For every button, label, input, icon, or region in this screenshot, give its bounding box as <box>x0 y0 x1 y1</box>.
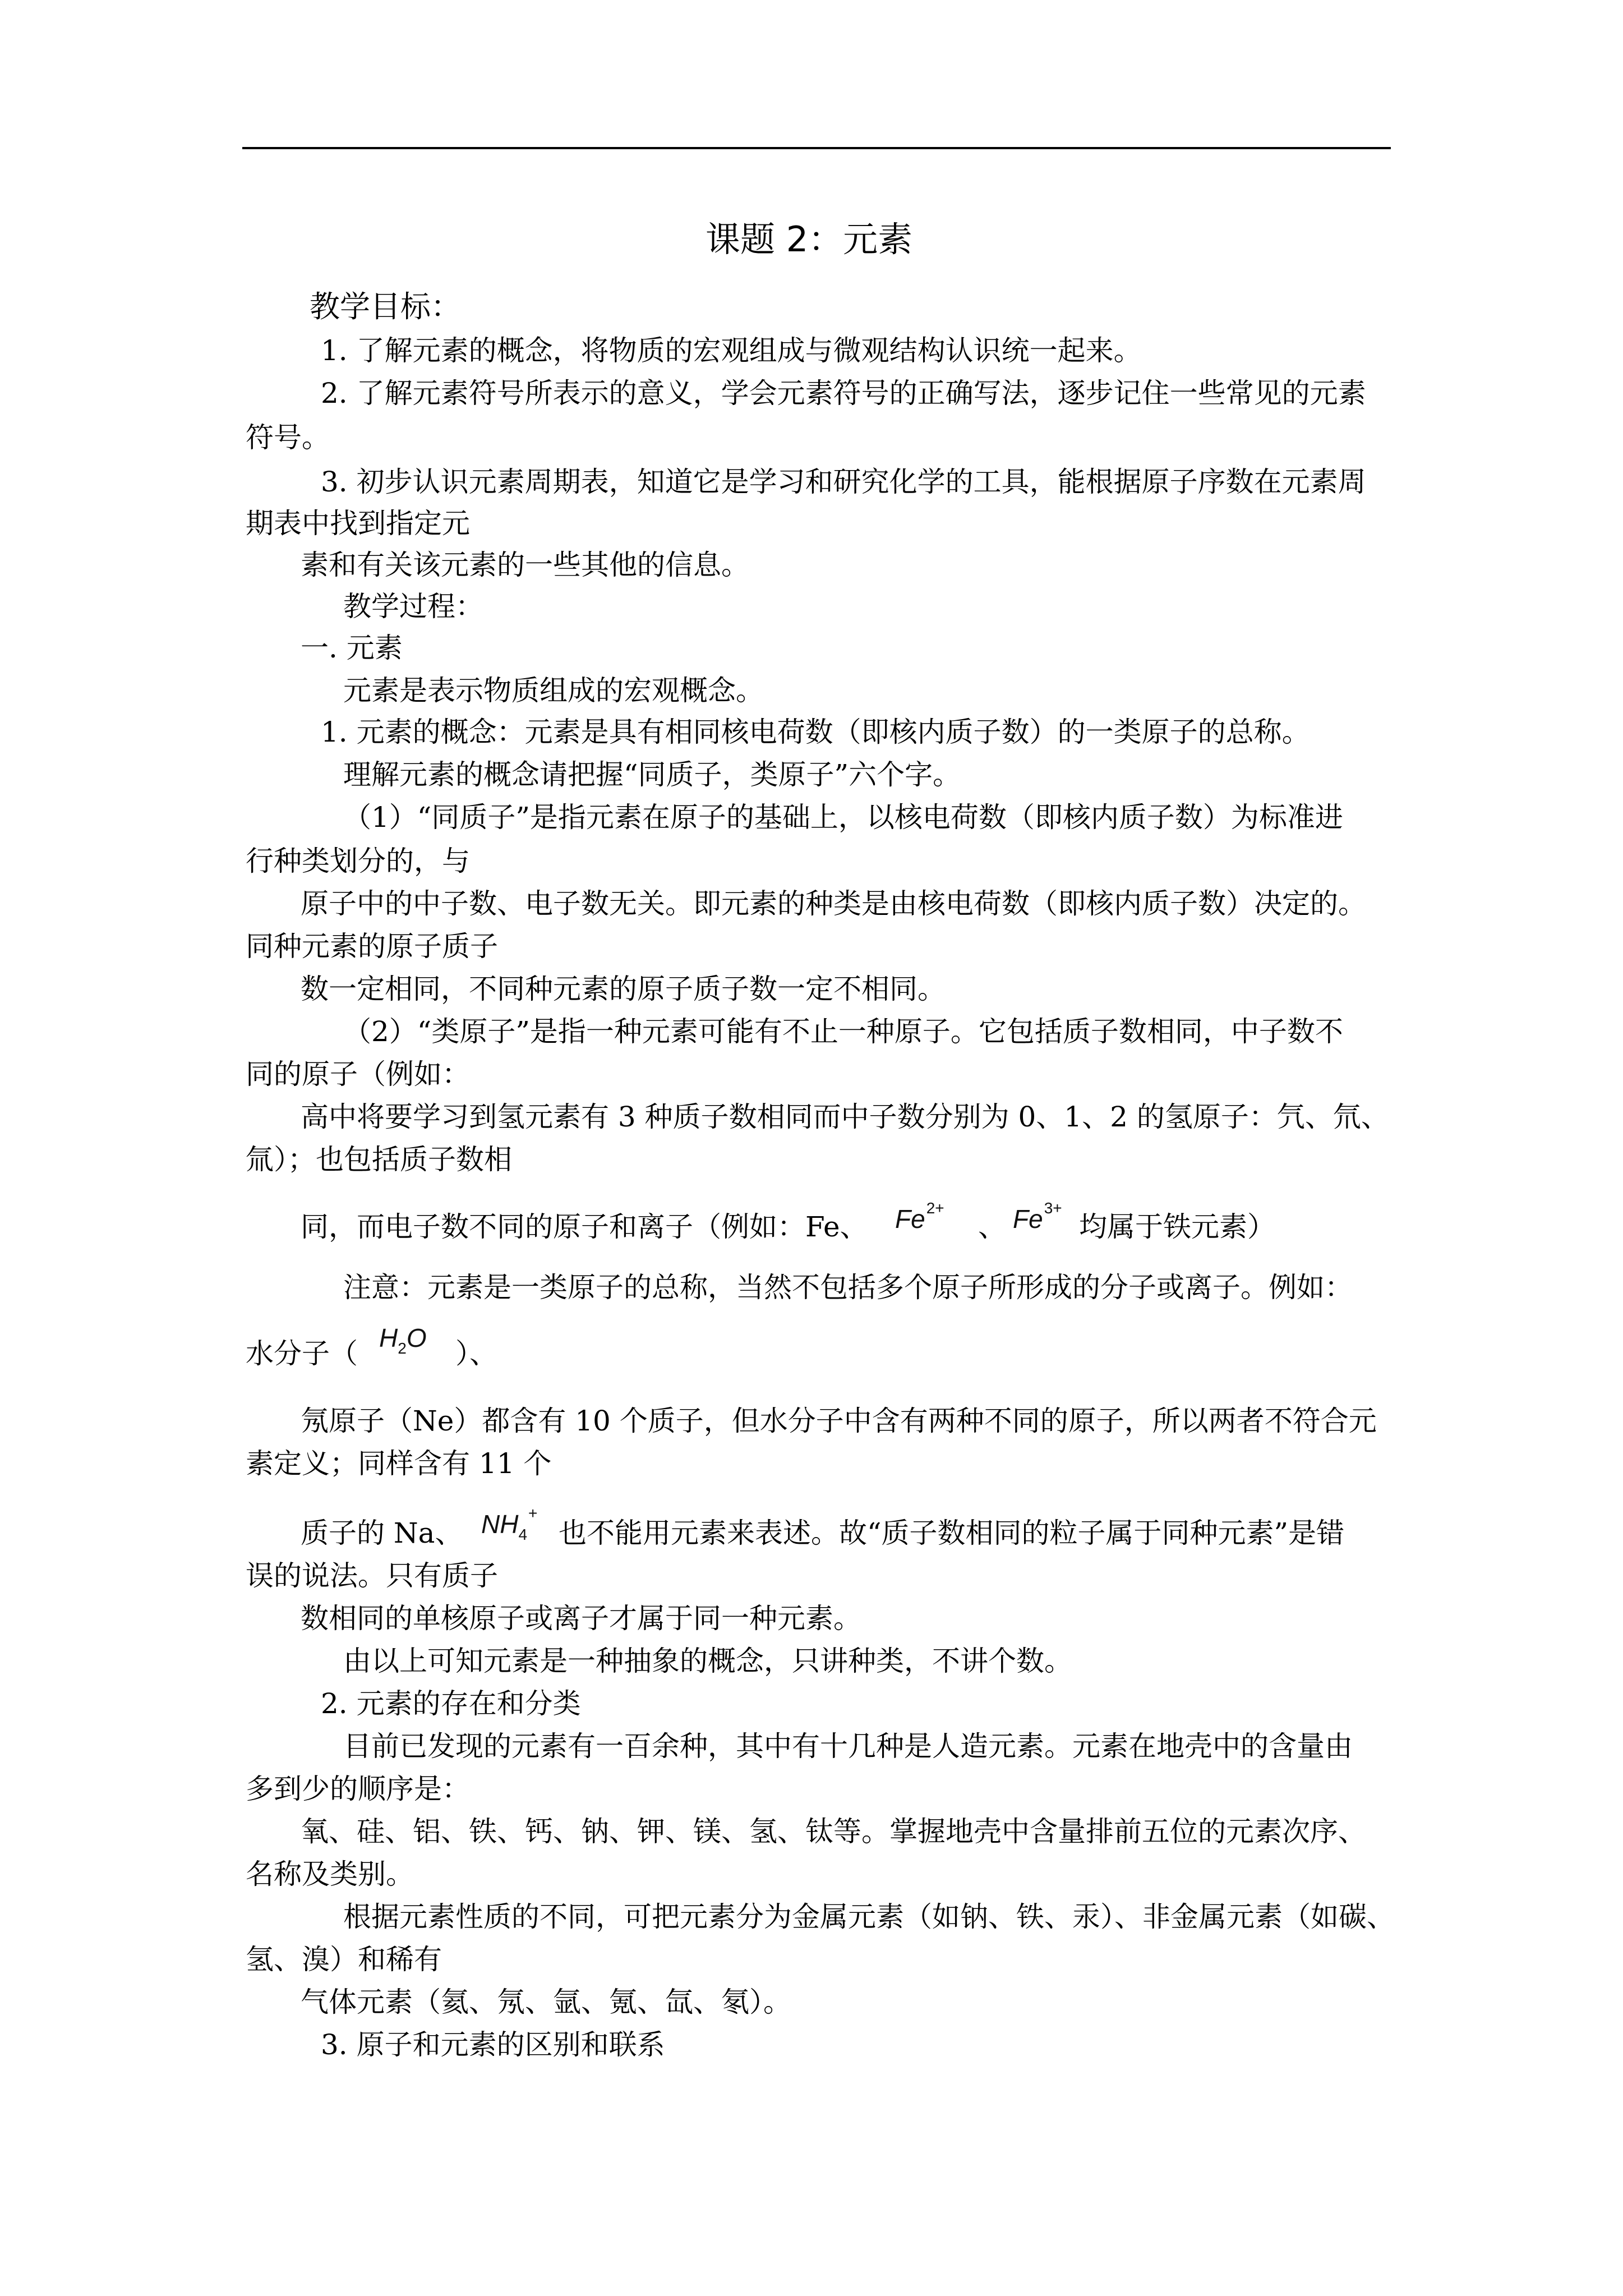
objective-3-line2: 期表中找到指定元 <box>246 507 470 540</box>
classification-line1: 根据元素性质的不同，可把元素分为金属元素（如钠、铁、汞）、非金属元素（如碳、 <box>343 1901 1395 1933</box>
section-3-heading: 3. 原子和元素的区别和联系 <box>321 2028 665 2061</box>
fe2-plus-formula <box>895 1200 944 1232</box>
point-1-line4: 同种元素的原子质子 <box>246 930 498 963</box>
objective-1: 1. 了解元素的概念，将物质的宏观组成与微观结构认识统一起来。 <box>321 334 1142 367</box>
existence-line4: 名称及类别。 <box>246 1858 414 1890</box>
nh4-subscript: 4 <box>518 1526 528 1543</box>
fe2-base: Fe <box>895 1204 925 1234</box>
point-1-line5: 数一定相同，不同种元素的原子质子数一定不相同。 <box>301 973 946 1005</box>
point-1-line1: （1）“同质子”是指元素在原子的基础上，以核电荷数（即核内质子数）为标准进 <box>343 801 1343 834</box>
note-line4: 素定义；同样含有 11 个 <box>246 1447 552 1480</box>
fe3-charge: 3+ <box>1044 1199 1062 1217</box>
point-2-line1: （2）“类原子”是指一种元素可能有不止一种原子。它包括质子数相同，中子数不 <box>343 1015 1343 1048</box>
note-line5-start: 质子的 Na、 <box>301 1517 463 1549</box>
point-2-line5-sep: 、 <box>978 1211 1006 1243</box>
note-line1: 注意：元素是一类原子的总称，当然不包括多个原子所形成的分子或离子。例如： <box>343 1271 1353 1304</box>
note-line3: 氖原子（Ne）都含有 10 个质子，但水分子中含有两种不同的原子，所以两者不符合元 <box>301 1405 1377 1437</box>
grasp-line: 理解元素的概念请把握“同质子，类原子”六个字。 <box>343 758 961 791</box>
section-2-heading: 2. 元素的存在和分类 <box>321 1687 581 1720</box>
h2o-o: O <box>406 1323 427 1352</box>
objective-2-line2: 符号。 <box>246 421 330 454</box>
existence-line3: 氧、硅、铝、铁、钙、钠、钾、镁、氢、钛等。掌握地壳中含量排前五位的元素次序、 <box>301 1815 1366 1848</box>
header-rule <box>242 147 1391 149</box>
page-title: 课题 2：元素 <box>706 219 913 260</box>
point-2-line4: 氚）；也包括质子数相 <box>246 1143 512 1176</box>
section-1-heading: 一. 元素 <box>301 632 403 664</box>
element-concept-line: 1. 元素的概念：元素是具有相同核电荷数（即核内质子数）的一类原子的总称。 <box>321 716 1310 748</box>
h2o-formula <box>379 1325 427 1356</box>
existence-line2: 多到少的顺序是： <box>246 1773 470 1805</box>
fe3-base: Fe <box>1013 1204 1043 1234</box>
fe2-charge: 2+ <box>926 1199 944 1217</box>
abstract-line: 由以上可知元素是一种抽象的概念，只讲种类，不讲个数。 <box>343 1645 1072 1677</box>
macro-concept-line: 元素是表示物质组成的宏观概念。 <box>343 674 764 707</box>
nh4-base: NH <box>481 1510 519 1539</box>
note-line2-end: ）、 <box>455 1337 497 1370</box>
point-2-line3: 高中将要学习到氢元素有 3 种质子数相同而中子数分别为 0、1、2 的氢原子：氕、氘、 <box>301 1101 1389 1133</box>
point-1-line3: 原子中的中子数、电子数无关。即元素的种类是由核电荷数（即核内质子数）决定的。 <box>301 887 1366 920</box>
existence-line1: 目前已发现的元素有一百余种，其中有十几种是人造元素。元素在地壳中的含量由 <box>343 1730 1353 1763</box>
objective-3-line3: 素和有关该元素的一些其他的信息。 <box>301 549 749 581</box>
point-2-line2: 同的原子（例如： <box>246 1058 470 1091</box>
objective-3-line1: 3. 初步认识元素周期表，知道它是学习和研究化学的工具，能根据原子序数在元素周 <box>321 466 1366 498</box>
nh4-plus-formula <box>481 1506 537 1543</box>
h2o-h: H <box>379 1323 398 1352</box>
note-line6: 误的说法。只有质子 <box>246 1559 498 1592</box>
note-line5-end: 也不能用元素来表述。故“质子数相同的粒子属于同种元素”是错 <box>559 1517 1345 1549</box>
h2o-subscript: 2 <box>398 1340 407 1357</box>
nh4-charge: + <box>528 1504 538 1522</box>
point-2-line5-end: 均属于铁元素） <box>1079 1211 1275 1243</box>
note-line2-start: 水分子（ <box>246 1337 358 1370</box>
objectives-heading: 教学目标： <box>310 289 461 324</box>
teaching-process-label: 教学过程： <box>343 590 483 623</box>
point-2-line5-start: 同，而电子数不同的原子和离子（例如：Fe、 <box>301 1211 868 1243</box>
point-1-line2: 行种类划分的，与 <box>246 845 470 877</box>
fe3-plus-formula <box>1013 1200 1062 1232</box>
classification-line2: 氢、溴）和稀有 <box>246 1943 442 1976</box>
classification-line3: 气体元素（氦、氖、氩、氪、氙、氡）。 <box>301 1986 791 2018</box>
note-line7: 数相同的单核原子或离子才属于同一种元素。 <box>301 1602 861 1635</box>
objective-2-line1: 2. 了解元素符号所表示的意义，学会元素符号的正确写法，逐步记住一些常见的元素 <box>321 377 1366 409</box>
